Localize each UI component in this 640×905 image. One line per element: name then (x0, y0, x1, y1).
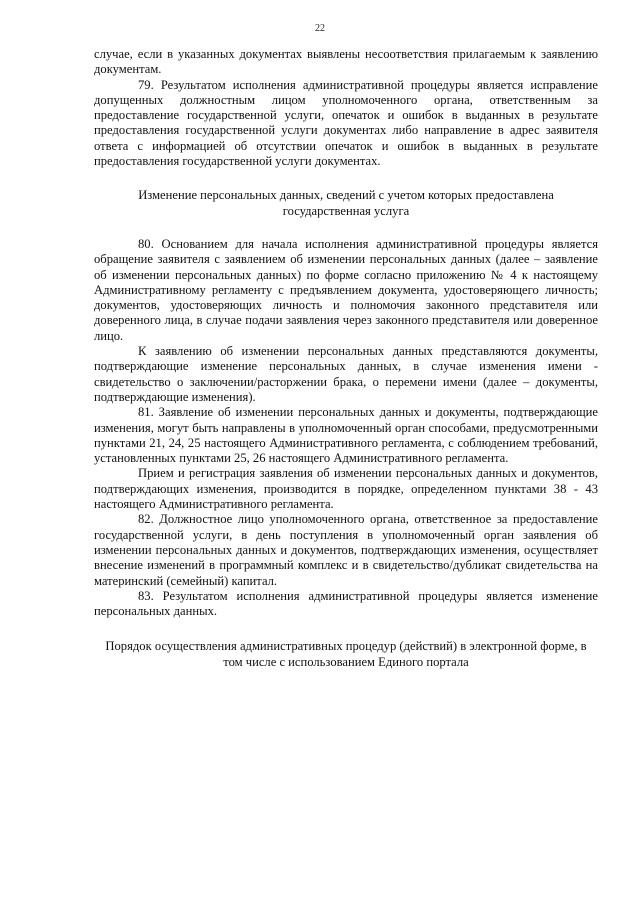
section-heading-electronic-form: Порядок осуществления административных процедур (действий) в электронной форме, в том числе с использованием Единого портала (105, 639, 587, 669)
paragraph-81-registration: Прием и регистрация заявления об изменении персональных данных и документов, подтверждающих изменения, производится в порядке, определенном пунктами 38 - 43 настоящего Административного регламента. (94, 466, 598, 512)
paragraph-80: 80. Основанием для начала исполнения административной процедуры является обращение заявителя с заявлением об изменении персональных данных (далее – заявление об изменении персональных данных) по форме согласно приложению № 4 к настоящему Административному регламенту с предъявлением документа, удостоверяющего личность; документов, удостоверяющих личность и полномочия законного представителя или доверенного лица, в случае подачи заявления через законного представителя или доверенное лицо. (94, 236, 598, 343)
paragraph-82: 82. Должностное лицо уполномоченного органа, ответственное за предоставление государственной услуги, в день поступления в уполномоченный орган заявления об изменении персональных данных и документов, подтверждающих изменения, осуществляет внесение изменений в программный комплекс и в свидетельство/дубликат свидетельства на материнский (семейный) капитал. (94, 512, 598, 588)
paragraph-continuation: случае, если в указанных документах выявлены несоответствия прилагаемым к заявлению документам. (94, 47, 598, 77)
section-heading-personal-data: Изменение персональных данных, сведений с учетом которых предоставлена государственная услуга (138, 188, 554, 218)
page-content (94, 47, 598, 670)
paragraph-79: 79. Результатом исполнения административной процедуры является исправление допущенных должностным лицом уполномоченного органа, ответственным за предоставление государственной услуги, опечаток и ошибок в выданных в результате предоставления государственной услуги документах либо направление в адрес заявителя ответа с информацией об отсутствии опечаток и ошибок в выданных в результате предоставления государственной услуги документах. (94, 77, 598, 169)
paragraph-83: 83. Результатом исполнения административной процедуры является изменение персональных данных. (94, 588, 598, 619)
page-number: 22 (315, 23, 325, 34)
paragraph-81: 81. Заявление об изменении персональных данных и документы, подтверждающие изменения, могут быть направлены в уполномоченный орган способами, предусмотренными пунктами 21, 24, 25 настоящего Административного регламента, с соблюдением требований, установленных пунктами 25, 26 настоящего Административного регламента. (94, 405, 598, 466)
paragraph-80-documents: К заявлению об изменении персональных данных представляются документы, подтверждающие изменение персональных данных, в случае изменения имени - свидетельство о заключении/расторжении брака, о перемени имени (далее – документы, подтверждающие изменения). (94, 344, 598, 404)
